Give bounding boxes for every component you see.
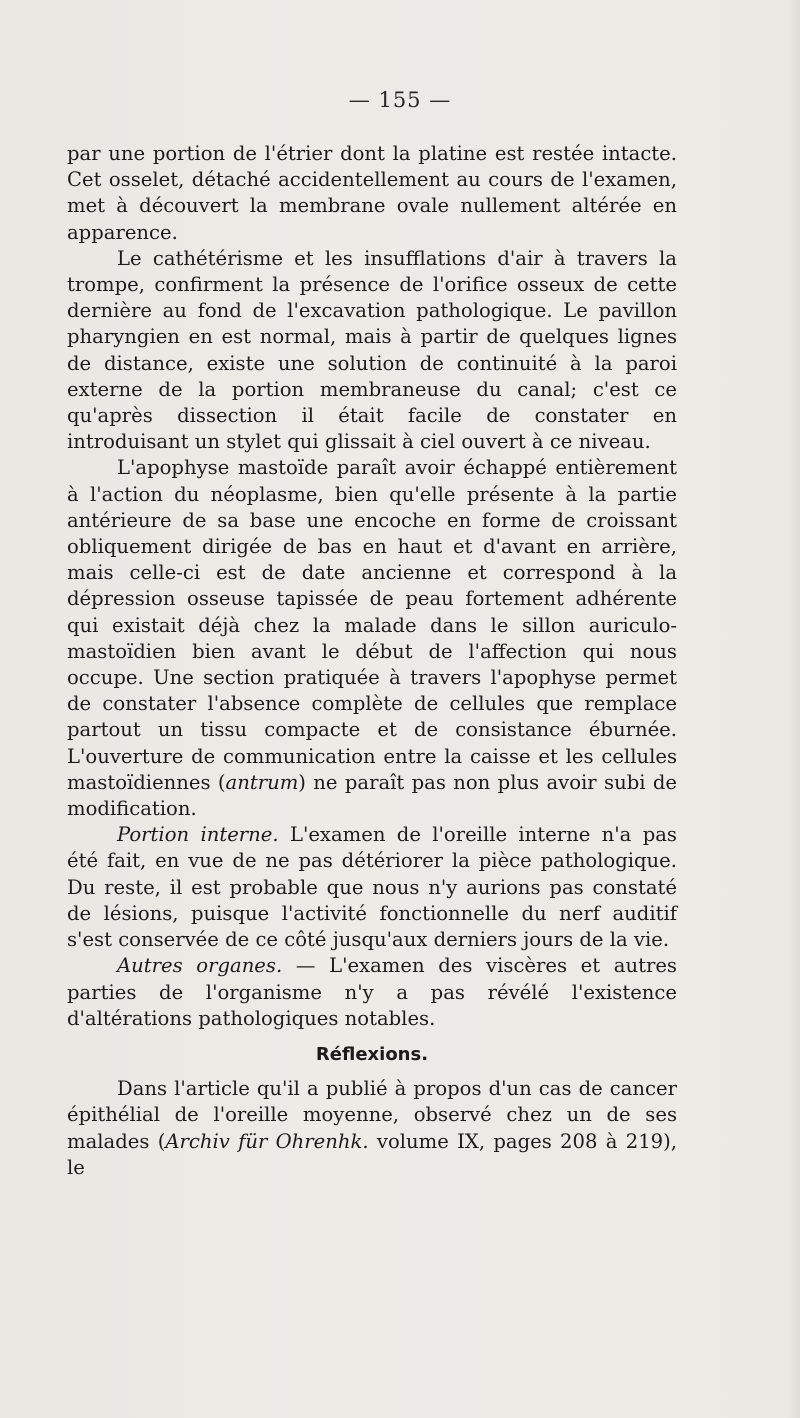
paragraph-reflexions-text: Dans l'article qu'il a publié à propos d'un cas de cancer épithélial de l'oreille moyenne, observé chez un de ses malades (	[67, 1077, 677, 1153]
section-heading: Réflexions.	[315, 1043, 429, 1065]
paragraph-reflexions	[67, 1076, 677, 1181]
page-number: — 155 —	[348, 88, 452, 112]
paragraph-reflexions-end: volume IX, pages 208 à 219), le	[67, 1129, 677, 1179]
paragraph-autres-organes	[67, 953, 677, 1032]
paragraph-portion-interne-text: L'examen de l'oreille interne n'a pas été fait, en vue de ne pas détériorer la pièce pathologique. Du reste, il est probable que nous n'y aurions pas constaté de lésions, puisque l'activité fonctionnelle du nerf auditif s'est conservée de ce côté jusqu'aux derniers jours de la vie.	[67, 823, 677, 952]
paragraph-apophyse	[67, 455, 677, 822]
italic-autres-organes: Autres organes.	[117, 954, 283, 978]
body-text	[67, 141, 677, 1181]
italic-antrum: antrum	[225, 770, 299, 794]
paragraph-autres-organes-text: — L'examen des viscères et autres parties de l'organisme n'y a pas révélé l'existence d'altérations pathologiques notables.	[67, 954, 677, 1030]
paragraph-continuation: par une portion de l'étrier dont la platine est restée intacte. Cet osselet, détaché accidentellement au cours de l'examen, met à découvert la membrane ovale nullement altérée en apparence.	[67, 142, 677, 244]
paragraph-apophyse-text: L'apophyse mastoïde paraît avoir échappé entièrement à l'action du néoplasme, bien qu'elle présente à la partie antérieure de sa base une encoche en forme de croissant obliquement dirigée de bas en haut et d'avant en arrière, mais celle-ci est de date ancienne et correspond à la dépression osseuse tapissée de peau fortement adhérente qui existait déjà chez la malade dans le sillon auriculo-mastoïdien bien avant le début de l'affection qui nous occupe. Une section pratiquée à travers l'apophyse permet de constater l'absence complète de cellules que remplace partout un tissu compacte et de consistance éburnée. L'ouverture de communication entre la caisse et les cellules mastoïdiennes (	[67, 456, 677, 794]
paragraph-portion-interne	[67, 822, 677, 953]
paragraph-catheterism: Le cathétérisme et les insufflations d'air à travers la trompe, confirment la présence de l'orifice osseux de cette dernière au fond de l'excavation pathologique. Le pavillon pharyngien en est normal, mais à partir de quelques lignes de distance, existe une solution de continuité à la paroi externe de la portion membraneuse du canal; c'est ce qu'après dissection il était facile de constater en introduisant un stylet qui glissait à ciel ouvert à ce niveau.	[67, 246, 677, 454]
page-edge-shadow	[786, 0, 800, 1418]
paragraph-apophyse-end: ) ne paraît pas non plus avoir subi de modification.	[67, 770, 677, 821]
italic-portion-interne: Portion interne.	[117, 823, 279, 847]
italic-archiv: Archiv für Ohrenhk.	[165, 1129, 369, 1153]
